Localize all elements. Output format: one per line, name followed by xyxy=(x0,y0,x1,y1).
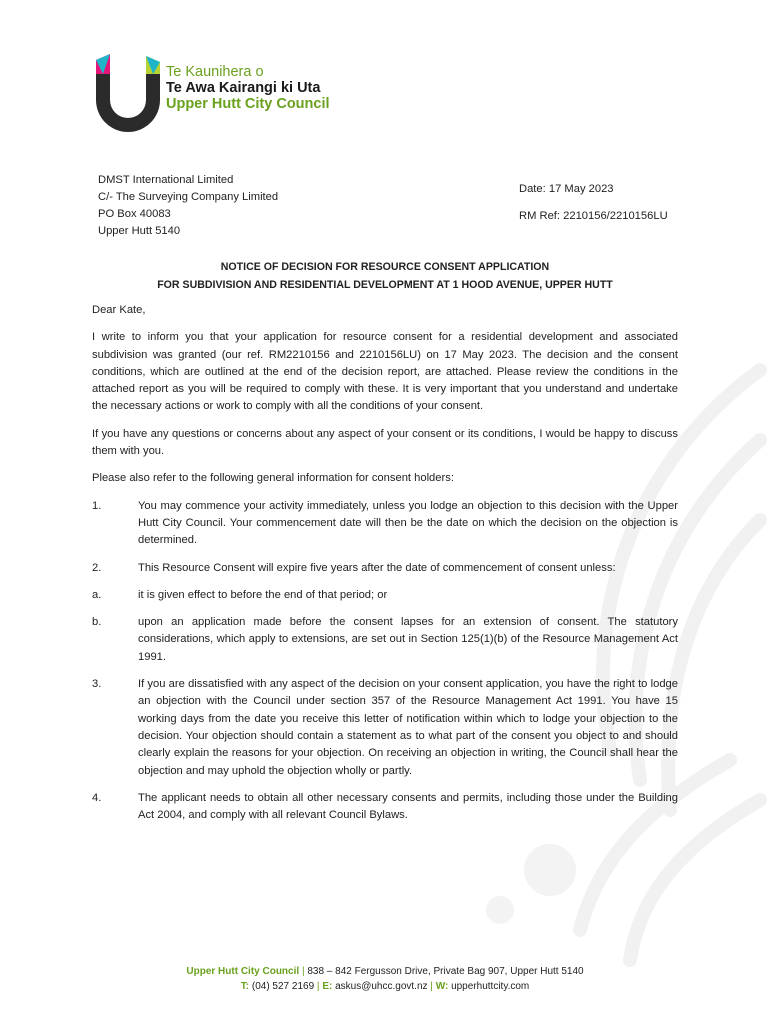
footer-phone: (04) 527 2169 xyxy=(251,981,315,992)
list-item xyxy=(92,498,678,550)
recipient-line: C/- The Surveying Company Limited xyxy=(98,191,279,203)
list-item xyxy=(92,790,678,825)
rm-reference: RM Ref: 2210156/2210156LU xyxy=(519,210,668,222)
recipient-line: DMST International Limited xyxy=(98,174,234,186)
org-name-line2: Te Awa Kairangi ki Uta xyxy=(166,80,321,96)
letter-meta xyxy=(519,183,668,237)
council-logo xyxy=(88,52,168,136)
list-item-text: upon an application made before the consent lapses for an extension of consent. The statutory considerations, which apply to extensions, are set out in Section 125(1)(b) of the Resource Management Act 1991. xyxy=(138,616,678,663)
list-item-text: You may commence your activity immediately, unless you lodge an objection to this decision with the Upper Hutt City Council. Your commencement date will then be the date on which the decision on the objection is determined. xyxy=(138,499,678,547)
footer-email[interactable]: askus@uhcc.govt.nz xyxy=(335,981,428,992)
paragraph: Please also refer to the following general information for consent holders: xyxy=(92,472,454,485)
org-name-line3: Upper Hutt City Council xyxy=(166,96,330,112)
list-item xyxy=(92,614,678,666)
notice-title xyxy=(0,258,770,294)
list-item-number: b. xyxy=(92,616,102,629)
footer-line2 xyxy=(0,979,770,994)
footer-address: 838 – 842 Fergusson Drive, Private Bag 907, Upper Hutt 5140 xyxy=(307,966,584,977)
email-label: E: xyxy=(322,981,333,992)
paragraph: I write to inform you that your application for resource consent for a residential development and associated subdivision was granted (our ref. RM2210156 and 2210156LU) on 17 May 2023. The decision and the consent conditions, which are outlined at the end of the decision report, are attached. Please review the conditions in the attached report as you will be required to comply with these. It is very important that you understand and undertake the necessary actions or work to comply with all the conditions of your consent. xyxy=(92,331,678,413)
website-label: W: xyxy=(435,981,449,992)
list-item-number: 2. xyxy=(92,561,102,574)
recipient-line: PO Box 40083 xyxy=(98,208,171,220)
letter-date: Date: 17 May 2023 xyxy=(519,183,614,195)
footer-website[interactable]: upperhuttcity.com xyxy=(451,981,530,992)
list-item-text: If you are dissatisfied with any aspect of the decision on your consent application, you have the right to lodge an objection with the Council under section 357 of the Resource Management Act 1991. You have 15 working days from the date you receive this letter of notification within which to lodge your objection to the decision. Your objection should contain a statement as to what part of the consent you object to and should clearly explain the reasons for your objection. On receiving an objection in writing, the Council shall hear the objection and may uphold the objection wholly or partly. xyxy=(138,678,678,777)
council-name xyxy=(166,64,330,112)
list-item-number: 4. xyxy=(92,791,102,804)
list-item-text: This Resource Consent will expire five years after the date of commencement of consent unless: xyxy=(138,561,616,574)
letter-footer xyxy=(0,964,770,994)
phone-label: T: xyxy=(240,981,250,992)
footer-separator: | xyxy=(316,981,320,992)
list-item xyxy=(92,560,678,577)
list-item xyxy=(92,587,678,604)
footer-separator: | xyxy=(301,966,305,977)
recipient-address xyxy=(98,172,278,240)
footer-org: Upper Hutt City Council xyxy=(186,966,300,977)
paragraph: If you have any questions or concerns about any aspect of your consent or its conditions, I would be happy to discuss them with you. xyxy=(92,427,678,458)
title-line2: FOR SUBDIVISION AND RESIDENTIAL DEVELOPMENT AT 1 HOOD AVENUE, UPPER HUTT xyxy=(157,279,613,291)
list-item-number: 1. xyxy=(92,499,102,512)
salutation: Dear Kate, xyxy=(92,304,146,316)
list-item xyxy=(92,676,678,780)
list-item-text: it is given effect to before the end of that period; or xyxy=(138,588,388,601)
list-item-number: 3. xyxy=(92,678,102,691)
list-item-number: a. xyxy=(92,588,102,601)
org-name-line1: Te Kaunihera o xyxy=(166,64,264,80)
footer-line1 xyxy=(0,964,770,979)
list-item-text: The applicant needs to obtain all other necessary consents and permits, including those under the Building Act 2004, and comply with all relevant Council Bylaws. xyxy=(138,791,678,822)
letter-body xyxy=(92,302,678,834)
recipient-line: Upper Hutt 5140 xyxy=(98,225,181,237)
footer-separator: | xyxy=(430,981,433,992)
title-line1: NOTICE OF DECISION FOR RESOURCE CONSENT APPLICATION xyxy=(220,261,550,273)
